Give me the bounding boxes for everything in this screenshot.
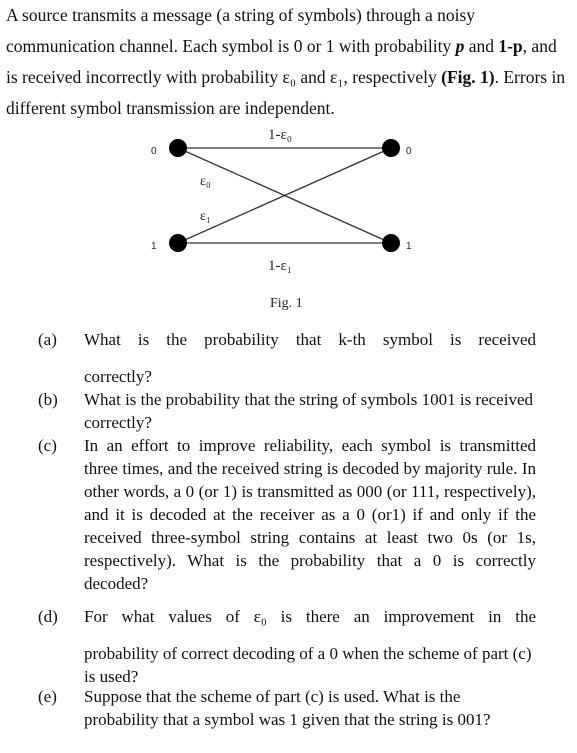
- question-c-text: In an effort to improve reliability, each symbol is transmitted three times, and the received string is decoded by majority rule. In other words, a 0 (or 1) is transmitted as 000 (or 111, respectively), and it is decoded at the receiver as a 0 (or1) if and only if the received three-symbol string contains at least two 0s (or 1s, respectively). What is the probability that a 0 is correctly decoded?: [84, 436, 536, 593]
- var-p: p: [455, 36, 465, 56]
- var-one-minus-p: 1-p: [498, 36, 523, 56]
- question-a-line1: What is the probability that k-th symbol is received: [84, 330, 536, 349]
- input-node-0: [169, 139, 187, 157]
- label-one-minus-eps1: 1-ε₁: [268, 258, 293, 274]
- output-node-0: [382, 139, 400, 157]
- question-a-body: [84, 328, 536, 388]
- label-eps1: ε₁: [200, 209, 211, 224]
- figure-reference: (Fig. 1): [441, 67, 495, 87]
- var-eps0: ε₀: [282, 67, 296, 87]
- question-b-label: (b): [38, 390, 58, 409]
- input-node-1: [169, 234, 187, 252]
- question-d-label: (d): [38, 607, 58, 626]
- question-b-text: What is the probability that the string of symbols 1001 is received correctly?: [84, 390, 533, 432]
- question-d-body: [84, 605, 536, 688]
- output-label-1: 1: [406, 241, 412, 252]
- intro-text-2: and: [464, 36, 499, 56]
- channel-diagram: [0, 0, 577, 320]
- question-a-label: (a): [38, 330, 57, 349]
- intro-text-1: A source transmits a message (a string of symbols) through a noisy communication channel. Each symbol is 0 or 1 with probability: [6, 5, 476, 56]
- question-e-text: Suppose that the scheme of part (c) is used. What is the probability that a symbol was 1 given that the string is 001?: [84, 687, 491, 729]
- output-label-0: 0: [406, 146, 412, 157]
- intro-text-3: , and is received incorrectly with probability: [6, 36, 557, 87]
- label-eps0: ε₀: [200, 174, 211, 189]
- question-d-rest: probability of correct decoding of a 0 when the scheme of part (c) is used?: [84, 644, 532, 686]
- question-d-gap: [84, 628, 536, 642]
- intro-text-6: . Errors in different symbol transmission are independent.: [6, 67, 566, 118]
- intro-text-4: and: [295, 67, 330, 87]
- label-one-minus-eps0: 1-ε₀: [268, 127, 293, 143]
- var-eps1: ε₁: [330, 67, 344, 87]
- question-e-label: (e): [38, 687, 57, 706]
- intro-text-5: , respectively: [343, 67, 442, 87]
- question-a-gap: [84, 351, 536, 365]
- question-d-line1: For what values of ε₀ is there an improvement in the: [84, 607, 536, 626]
- question-a-rest: correctly?: [84, 367, 152, 386]
- input-label-0: 0: [151, 146, 157, 157]
- figure-caption: Fig. 1: [270, 296, 303, 311]
- output-node-1: [382, 234, 400, 252]
- input-label-1: 1: [151, 241, 157, 252]
- question-c-label: (c): [38, 436, 57, 455]
